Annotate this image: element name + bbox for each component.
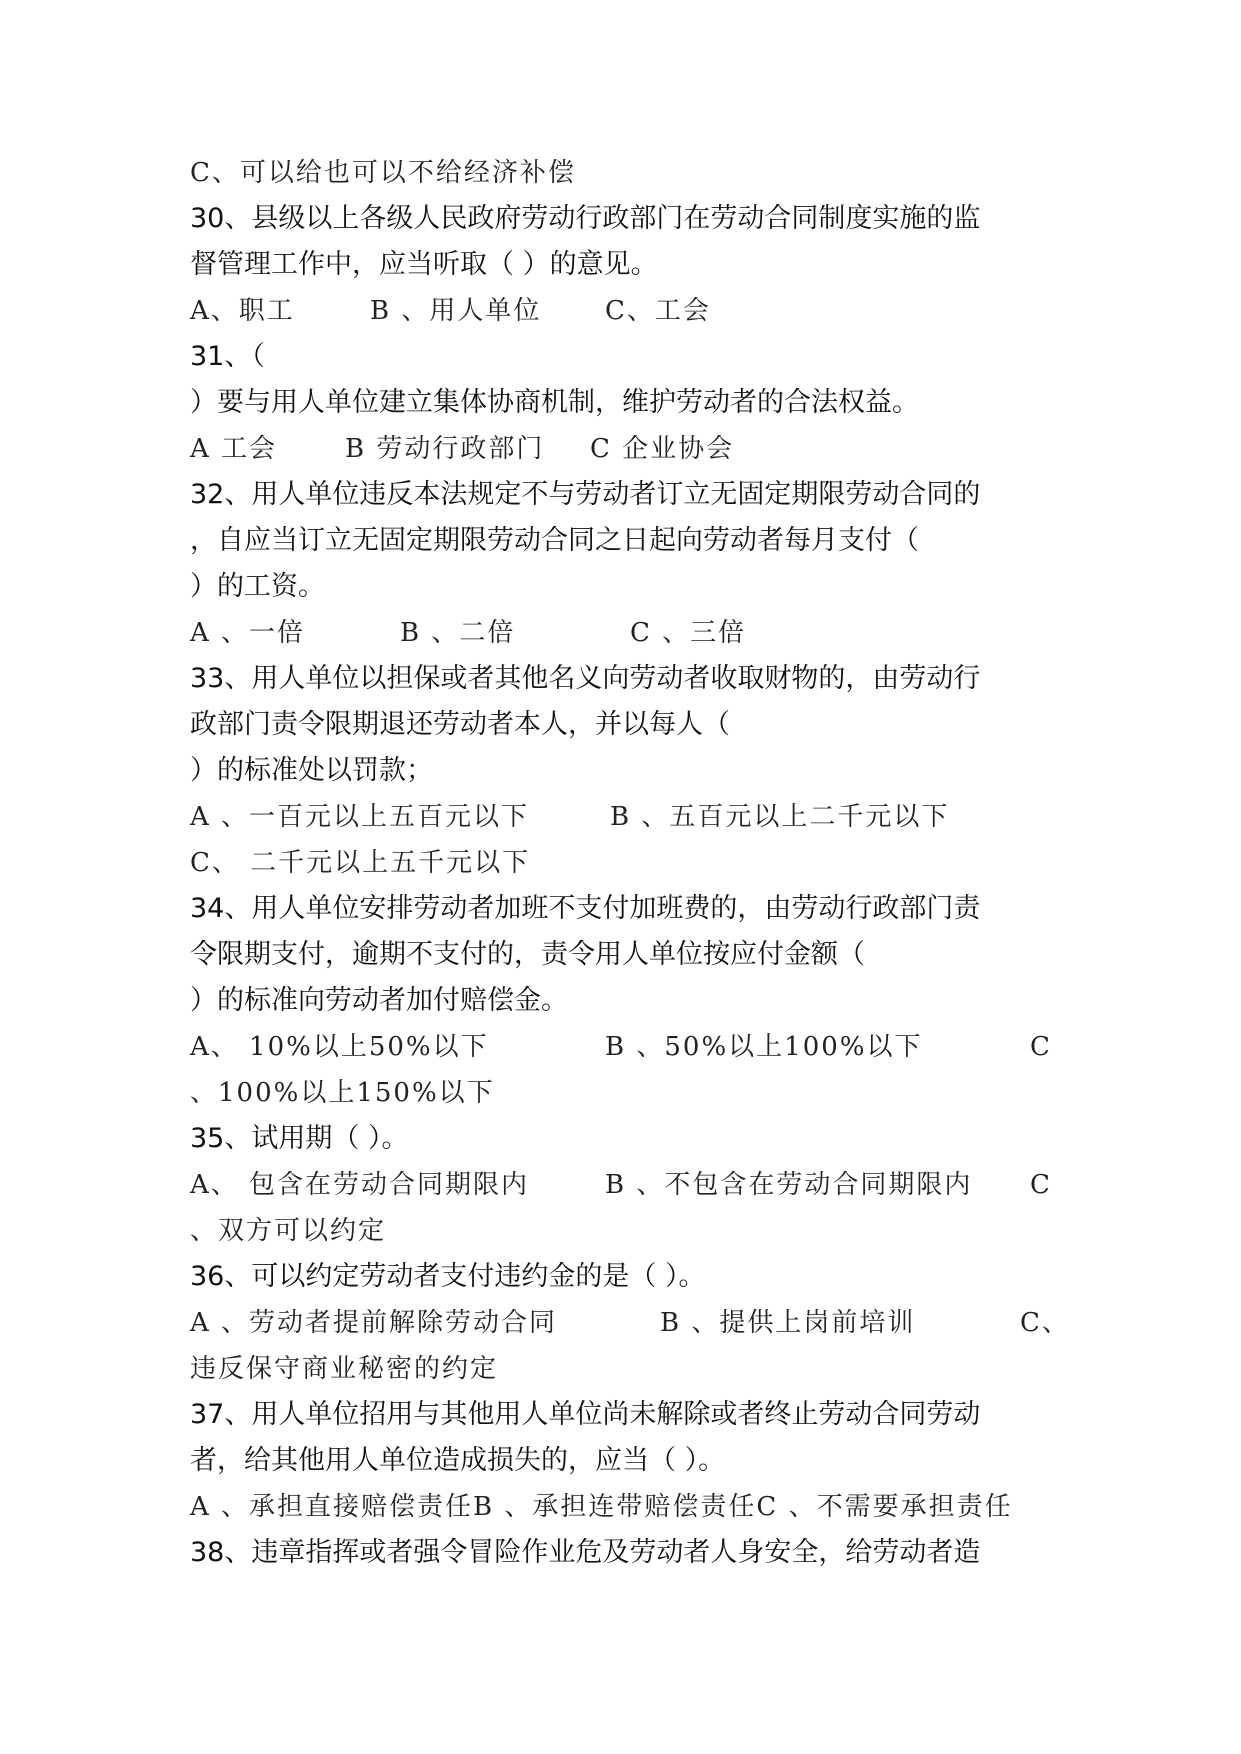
- question-line: [190, 518, 1070, 564]
- question-text: 34、用人单位安排劳动者加班不支付加班费的，由劳动行政部门责: [190, 893, 981, 924]
- question-line: [190, 656, 1070, 702]
- question-text: 令限期支付，逾期不支付的，责令用人单位按应付金额（: [190, 939, 865, 970]
- question-text: 政部门责令限期退还劳动者本人，并以每人（: [190, 709, 730, 740]
- option-line: [190, 150, 1070, 196]
- question-line: [190, 748, 1070, 794]
- option-line: [190, 1208, 1070, 1254]
- option-line: [190, 1024, 1070, 1070]
- option-c-continued: 、100%以上150%以下: [190, 1078, 495, 1108]
- option-c: C 、三倍: [630, 618, 747, 648]
- question-text: ）要与用人单位建立集体协商机制，维护劳动者的合法权益。: [190, 387, 919, 418]
- question-line: [190, 886, 1070, 932]
- question-text: 30、县级以上各级人民政府劳动行政部门在劳动合同制度实施的监: [190, 203, 981, 234]
- option-line: [190, 1162, 1070, 1208]
- option-b: B 、不包含在劳动合同期限内: [605, 1170, 973, 1200]
- question-text: 者，给其他用人单位造成损失的，应当（ ）。: [190, 1445, 726, 1476]
- question-line: [190, 702, 1070, 748]
- question-line: [190, 242, 1070, 288]
- option-line: [190, 1484, 1070, 1530]
- option-a: A、职工: [190, 296, 295, 326]
- question-line: [190, 380, 1070, 426]
- option-a: A、 10%以上50%以下: [190, 1032, 489, 1062]
- question-text: ，自应当订立无固定期限劳动合同之日起向劳动者每月支付（: [190, 525, 919, 556]
- option-c-continued: 违反保守商业秘密的约定: [190, 1354, 499, 1384]
- option-b: B 、用人单位: [370, 296, 542, 326]
- option-b: B 、二倍: [400, 618, 516, 648]
- question-line: [190, 564, 1070, 610]
- question-line: [190, 978, 1070, 1024]
- option-line: [190, 1346, 1070, 1392]
- option-line: [190, 1070, 1070, 1116]
- question-line: [190, 1438, 1070, 1484]
- question-text: 督管理工作中，应当听取（ ）的意见。: [190, 249, 658, 280]
- option-c: C、 二千元以上五千元以下: [190, 848, 531, 878]
- question-text: 33、用人单位以担保或者其他名义向劳动者收取财物的，由劳动行: [190, 663, 981, 694]
- question-text: 37、用人单位招用与其他用人单位尚未解除或者终止劳动合同劳动: [190, 1399, 981, 1430]
- question-text: 31、（: [190, 341, 265, 372]
- question-line: [190, 196, 1070, 242]
- question-line: [190, 1116, 1070, 1162]
- option-c: C: [1030, 1170, 1052, 1200]
- option-c: C、: [1020, 1308, 1070, 1338]
- option-a: A 、一倍: [190, 618, 306, 648]
- option-c: C、工会: [605, 296, 711, 326]
- option-a: A 工会: [190, 434, 278, 464]
- option-b: B 劳动行政部门: [345, 434, 545, 464]
- question-line: [190, 932, 1070, 978]
- option-line: [190, 840, 1070, 886]
- options-abc: A 、承担直接赔偿责任B 、承担连带赔偿责任C 、不需要承担责任: [190, 1492, 1013, 1522]
- question-text: 36、可以约定劳动者支付违约金的是（ ）。: [190, 1261, 706, 1292]
- question-line: [190, 1530, 1070, 1576]
- option-c: C: [1030, 1032, 1052, 1062]
- option-text: C、可以给也可以不给经济补偿: [190, 158, 576, 188]
- option-line: [190, 610, 1070, 656]
- option-a: A 、劳动者提前解除劳动合同: [190, 1308, 558, 1338]
- option-a: A 、一百元以上五百元以下: [190, 802, 530, 832]
- document-body: [190, 150, 1070, 1576]
- question-text: 38、违章指挥或者强令冒险作业危及劳动者人身安全，给劳动者造: [190, 1537, 981, 1568]
- option-line: [190, 426, 1070, 472]
- option-a: A、 包含在劳动合同期限内: [190, 1170, 530, 1200]
- question-line: [190, 1392, 1070, 1438]
- option-line: [190, 288, 1070, 334]
- option-line: [190, 794, 1070, 840]
- option-b: B 、五百元以上二千元以下: [610, 802, 950, 832]
- question-text: 35、试用期（ ）。: [190, 1123, 409, 1154]
- question-line: [190, 334, 1070, 380]
- option-line: [190, 1300, 1070, 1346]
- question-line: [190, 472, 1070, 518]
- question-line: [190, 1254, 1070, 1300]
- question-text: ）的工资。: [190, 571, 325, 602]
- question-text: ）的标准向劳动者加付赔偿金。: [190, 985, 568, 1016]
- question-text: ）的标准处以罚款；: [190, 755, 433, 786]
- option-c-continued: 、双方可以约定: [190, 1216, 387, 1246]
- option-c: C 企业协会: [590, 434, 735, 464]
- question-text: 32、用人单位违反本法规定不与劳动者订立无固定期限劳动合同的: [190, 479, 981, 510]
- option-b: B 、50%以上100%以下: [605, 1032, 923, 1062]
- option-b: B 、提供上岗前培训: [660, 1308, 916, 1338]
